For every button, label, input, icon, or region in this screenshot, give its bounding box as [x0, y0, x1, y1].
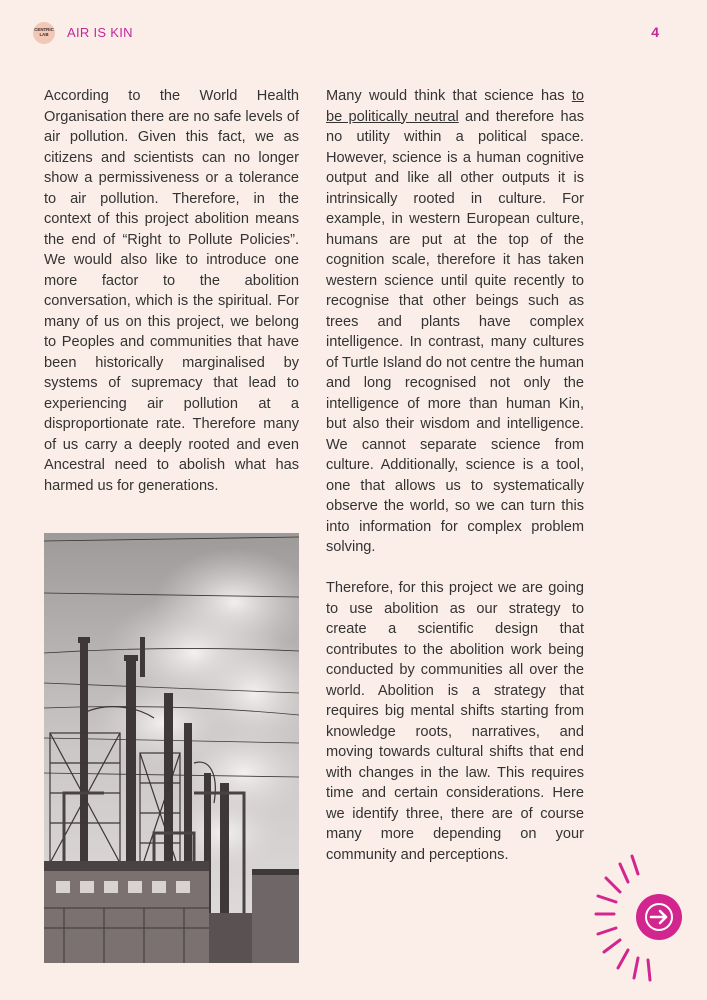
right-paragraph-1: [326, 86, 584, 558]
brand-title: AIR IS KIN: [67, 25, 133, 40]
politically-neutral-link[interactable]: to be politically neutral: [326, 88, 584, 125]
next-page-button[interactable]: [636, 894, 682, 940]
right-column: [326, 86, 584, 865]
logo-text: CENTRIC LAB: [34, 27, 54, 37]
right-p1-intro: Many would think that science has: [326, 88, 572, 104]
page-header: [33, 22, 659, 44]
refinery-illustration: [44, 533, 299, 963]
logo: [33, 22, 55, 44]
right-paragraph-2: Therefore, for this project we are going to use abolition as our strategy to create a scientific design that contributes to the abolition work being conducted by communities all over the world. Abolition is a strategy that requires big mental shifts starting from knowledge roots, narratives, and moving towards cultural shifts that end with changes in the law. This requires time and certain considerations. Here we identify three, there are of course many more depending on your community and perceptions.: [326, 580, 584, 863]
left-paragraph: According to the World Health Organisation there are no safe levels of air pollution. Given this fact, we as citizens and scientists can no longer show a permissiveness or a tolerance to air pollution. Therefore, in the context of this project abolition means the end of “Right to Pollute Policies”. We would also like to introduce one more factor to the abolition conversation, which is the spiritual. For many of us on this project, we belong to Peoples and communities that have been historically marginalised by systems of supremacy that lead to experiencing air pollution at a disproportionate rate. Therefore many of us carry a deeply rooted and even Ancestral need to abolish what has harmed us for generations.: [44, 88, 299, 494]
left-column: [44, 86, 299, 496]
page-number: 4: [651, 24, 659, 40]
right-p1-body: and therefore has no utility within a political space. However, science is a human cognitive output and like all other outputs it is intrinsically rooted in culture. For example, in western European culture, humans are put at the top of the cognition scale, therefore it has taken western science until quite recently to recognise that other beings such as trees and plants have complex intelligence. In contrast, many cultures of Turtle Island do not centre the human and long recognised not only the intelligence of more than human Kin, but also their wisdom and intelligence. We cannot separate science from culture. Additionally, science is a tool, one that allows us to systematically observe the world, so we can turn this into information for complex problem solving.: [326, 108, 584, 555]
industrial-photo: [44, 533, 299, 963]
arrow-right-icon: [644, 902, 674, 932]
